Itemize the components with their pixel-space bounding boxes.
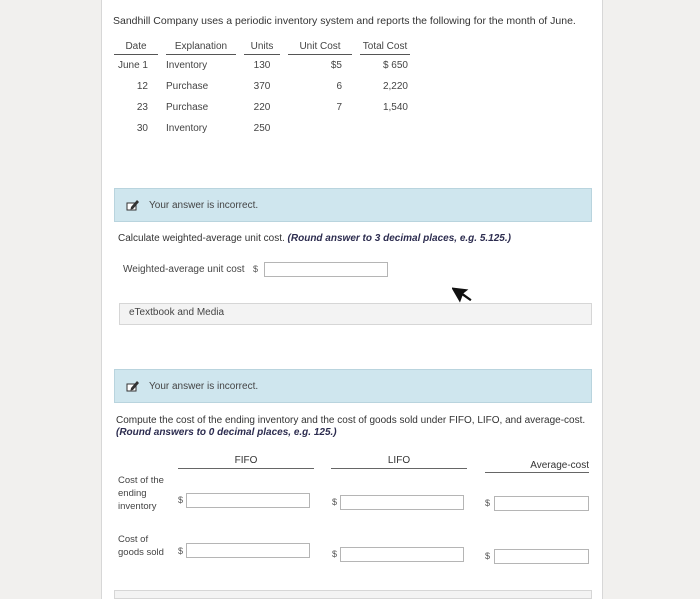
weighted-average-input[interactable] xyxy=(264,262,388,277)
cell-explanation: Purchase xyxy=(166,102,209,113)
question-text: Compute the cost of the ending inventory and the cost of goods sold under FIFO, LIFO, and average-cost. (Round answers to 0 decimal places, e.g. 125.) xyxy=(116,415,586,438)
table-row xyxy=(114,97,410,118)
row-label-ending-inventory: Cost of the ending inventory xyxy=(118,475,164,512)
header-unit-cost: Unit Cost xyxy=(288,41,352,55)
average-cogs-input[interactable] xyxy=(494,549,589,564)
currency-symbol: $ xyxy=(332,549,338,559)
cell-date: June 1 xyxy=(117,60,148,71)
pencil-icon xyxy=(126,198,140,212)
feedback-text: Your answer is incorrect. xyxy=(149,200,259,211)
cell-date: 23 xyxy=(136,102,148,113)
etextbook-media-link[interactable]: eTextbook and Media xyxy=(119,303,592,325)
question-text: Calculate weighted-average unit cost. (Round answer to 3 decimal places, e.g. 5.125.) xyxy=(118,233,511,244)
currency-symbol: $ xyxy=(485,498,491,508)
cell-total-cost: 1,540 xyxy=(382,102,408,113)
pencil-icon xyxy=(126,379,140,393)
rounding-instruction: (Round answer to 3 decimal places, e.g. 5.125.) xyxy=(287,233,511,244)
fifo-cogs-input[interactable] xyxy=(186,543,310,558)
table-row xyxy=(114,118,410,139)
cell-units: 250 xyxy=(253,123,271,134)
lifo-ending-inventory-input[interactable] xyxy=(340,495,464,510)
cell-total-cost: 2,220 xyxy=(382,81,408,92)
cell-unit-cost xyxy=(288,118,352,139)
row-label-cost-of-goods-sold: Cost of goods sold xyxy=(118,534,164,558)
cell-unit-cost: 7 xyxy=(336,102,342,113)
currency-symbol: $ xyxy=(253,264,259,274)
cell-unit-cost: $5 xyxy=(330,60,342,71)
cell-date: 30 xyxy=(136,123,148,134)
table-row xyxy=(114,76,410,97)
inventory-table xyxy=(114,41,410,139)
cell-units: 220 xyxy=(253,102,271,113)
cell-date: 12 xyxy=(136,81,148,92)
header-units: Units xyxy=(244,41,280,55)
column-header-average-cost: Average-cost xyxy=(530,460,589,471)
cell-units: 130 xyxy=(253,60,271,71)
cell-explanation: Inventory xyxy=(166,123,208,134)
average-ending-inventory-input[interactable] xyxy=(494,496,589,511)
cell-units: 370 xyxy=(253,81,271,92)
currency-symbol: $ xyxy=(332,497,338,507)
header-date: Date xyxy=(114,41,158,55)
problem-intro: Sandhill Company uses a periodic inventory system and reports the following for the month of June. xyxy=(113,15,576,27)
cell-total-cost: $ 650 xyxy=(382,60,408,71)
header-total-cost: Total Cost xyxy=(360,41,410,55)
lifo-cogs-input[interactable] xyxy=(340,547,464,562)
feedback-text: Your answer is incorrect. xyxy=(149,381,259,392)
header-explanation: Explanation xyxy=(166,41,236,55)
rounding-instruction: (Round answers to 0 decimal places, e.g. 125.) xyxy=(116,427,337,438)
weighted-average-label: Weighted-average unit cost xyxy=(123,264,245,275)
incorrect-feedback-banner xyxy=(114,369,592,403)
currency-symbol: $ xyxy=(178,546,184,556)
cell-explanation: Purchase xyxy=(166,81,209,92)
cell-total-cost xyxy=(360,118,410,139)
cell-explanation: Inventory xyxy=(166,60,208,71)
table-row xyxy=(114,55,410,77)
incorrect-feedback-banner xyxy=(114,188,592,222)
column-header-fifo: FIFO xyxy=(234,455,258,466)
next-section-strip xyxy=(114,590,592,599)
column-header-lifo: LIFO xyxy=(387,455,411,466)
table-header-row xyxy=(114,41,410,55)
fifo-ending-inventory-input[interactable] xyxy=(186,493,310,508)
cell-unit-cost: 6 xyxy=(336,81,342,92)
currency-symbol: $ xyxy=(485,551,491,561)
currency-symbol: $ xyxy=(178,495,184,505)
